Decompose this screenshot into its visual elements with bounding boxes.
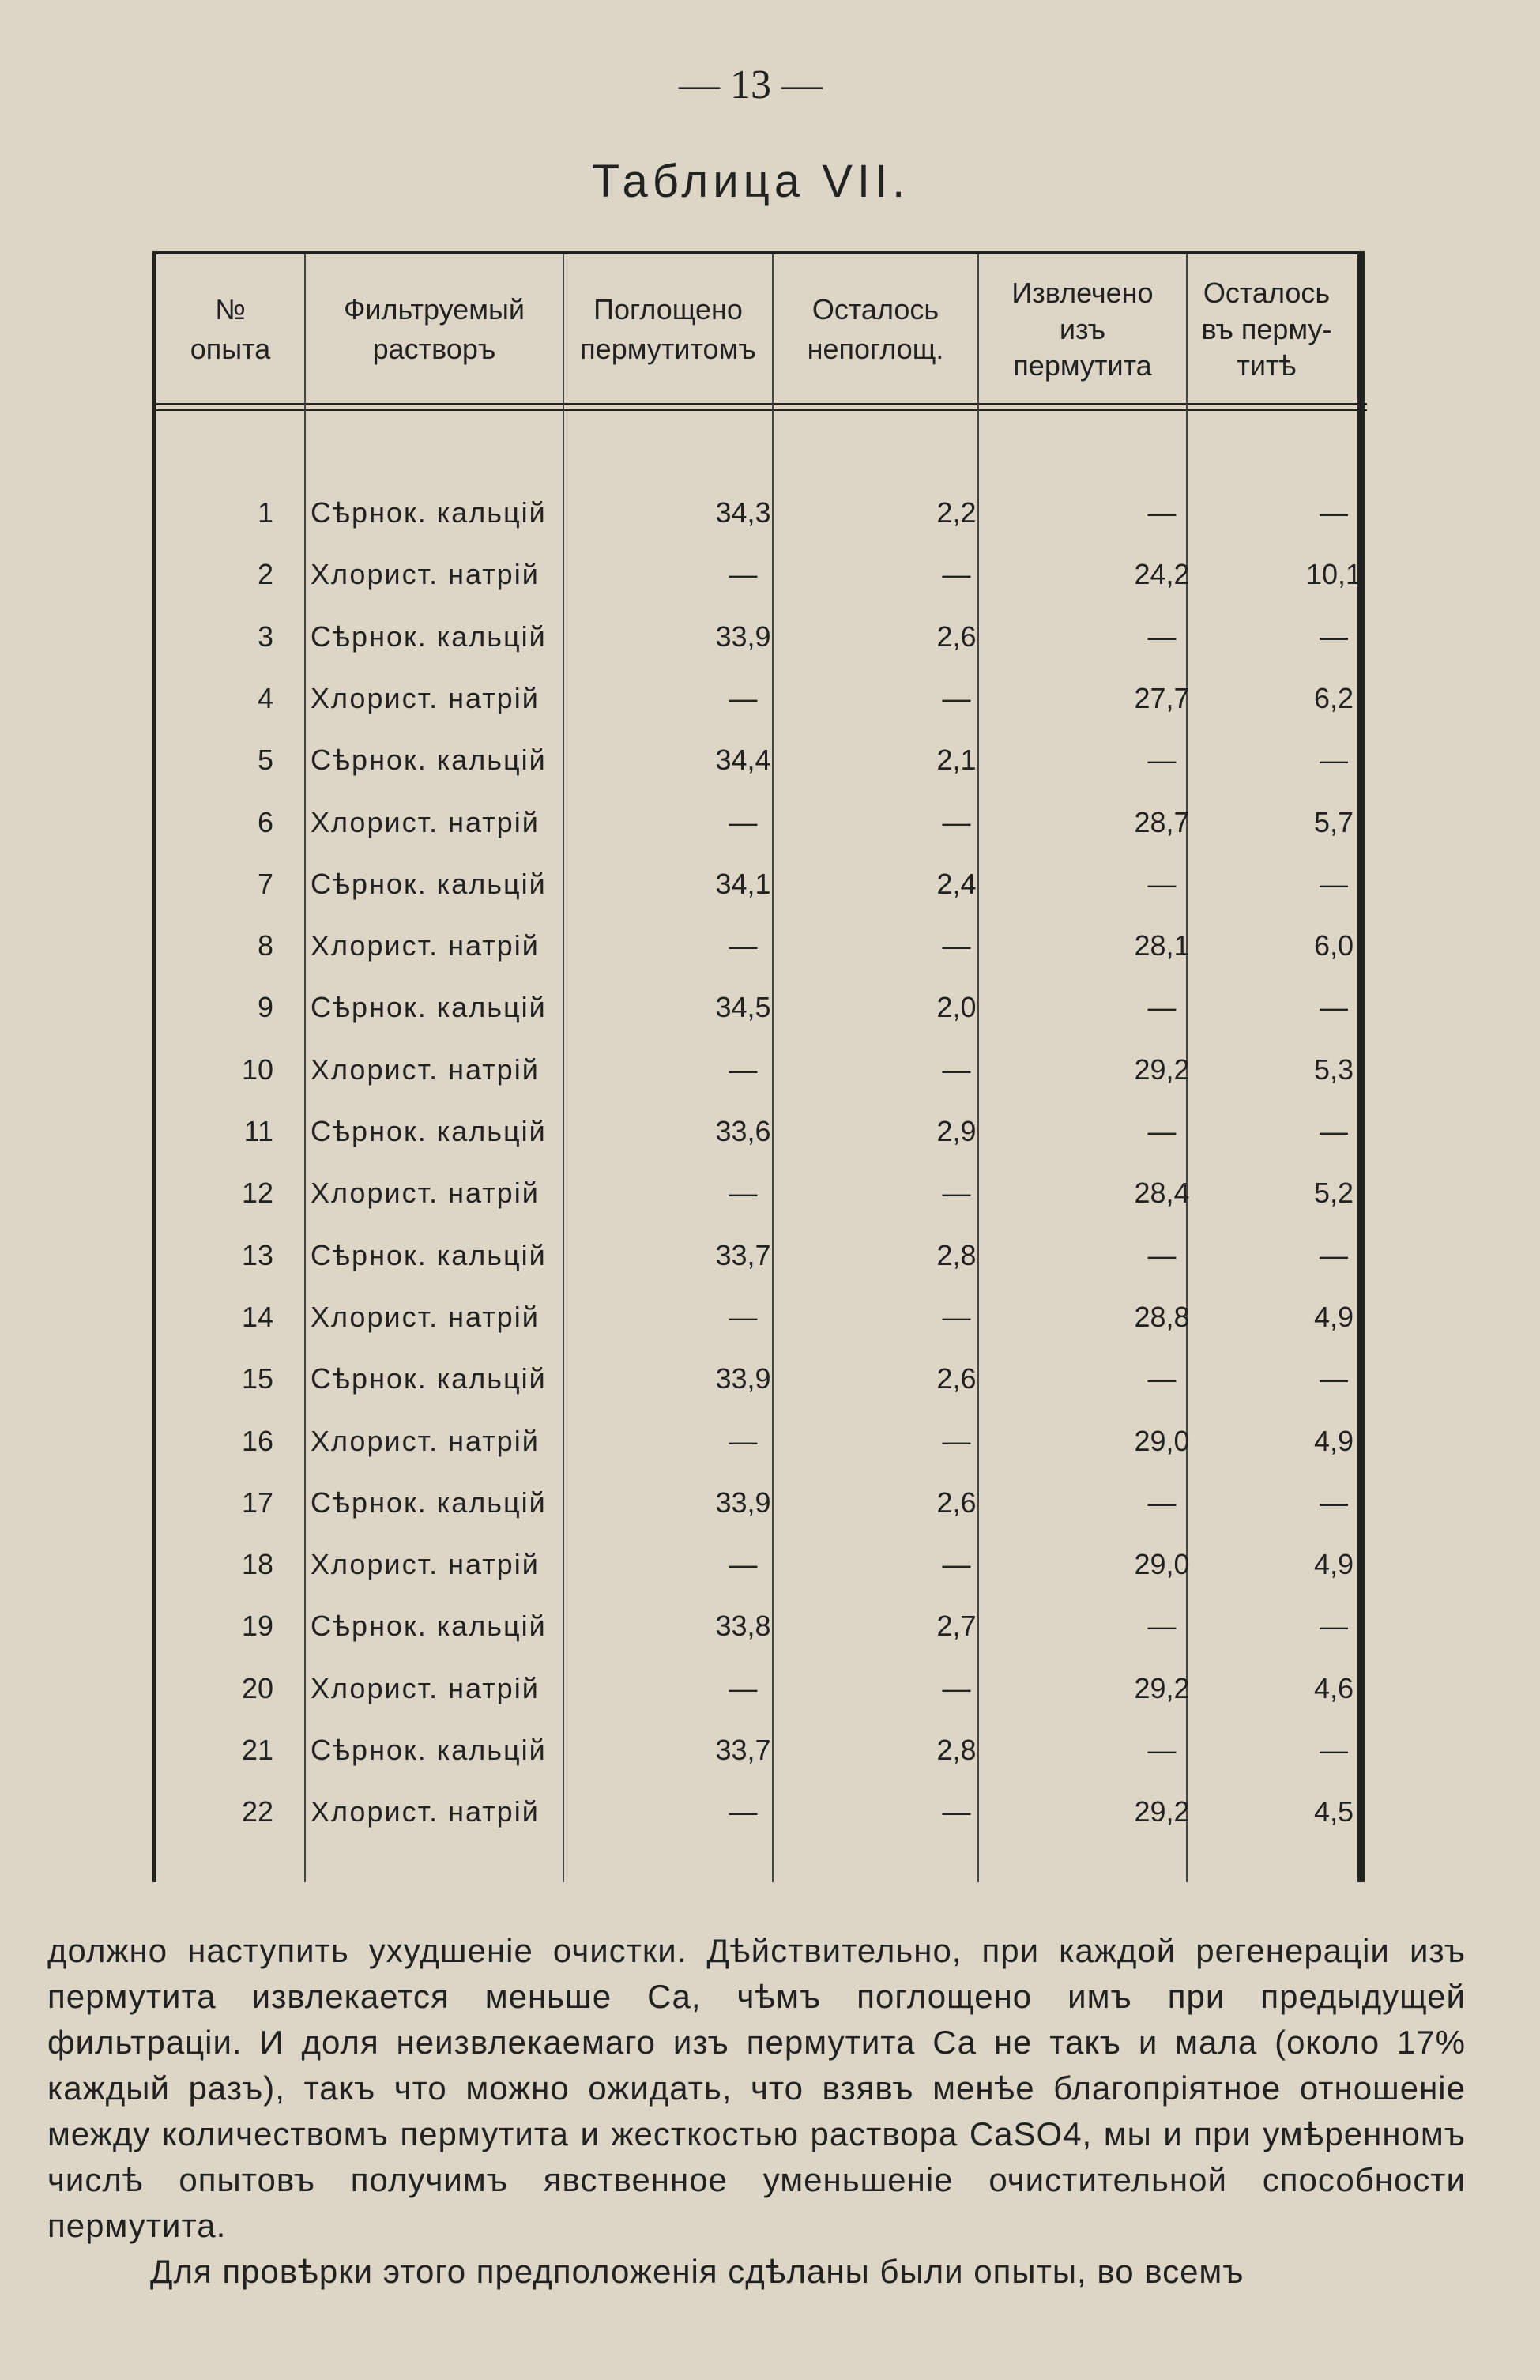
- cell-extracted: —: [1147, 619, 1177, 653]
- cell-left-in-permutit: 4,9: [1313, 1548, 1354, 1581]
- cell-absorbed: —: [729, 805, 758, 838]
- table-row: [156, 1348, 1357, 1410]
- table-row: [156, 1162, 1357, 1224]
- cell-extracted: 29,2: [1134, 1053, 1190, 1086]
- cell-remaining: 2,6: [936, 1362, 977, 1395]
- cell-absorbed: 33,9: [715, 1362, 771, 1395]
- table-row: [156, 1781, 1357, 1843]
- cell-absorbed: 34,1: [715, 867, 771, 900]
- cell-number: 5: [257, 744, 273, 777]
- header-separator: [152, 403, 1367, 405]
- cell-number: 18: [241, 1548, 273, 1581]
- cell-left-in-permutit: 4,6: [1313, 1671, 1354, 1704]
- cell-remaining: —: [942, 1300, 971, 1333]
- cell-number: 17: [241, 1486, 273, 1519]
- table-row: [156, 544, 1362, 605]
- cell-remaining: 2,8: [936, 1238, 977, 1271]
- cell-number: 16: [241, 1424, 273, 1457]
- cell-extracted: —: [1147, 744, 1177, 777]
- cell-absorbed: —: [729, 1795, 758, 1828]
- cell-left-in-permutit: —: [1320, 867, 1348, 900]
- header-cell-left-in-permutit: [1188, 262, 1346, 397]
- cell-absorbed: 33,9: [715, 619, 771, 653]
- table-row: [156, 1039, 1357, 1101]
- cell-left-in-permutit: —: [1320, 1362, 1348, 1395]
- header-line: Поглощено: [593, 293, 743, 326]
- cell-number: 8: [257, 929, 273, 962]
- cell-extracted: —: [1147, 1238, 1177, 1271]
- cell-solution: Сѣрнок. кальцій: [311, 867, 547, 900]
- cell-left-in-permutit: —: [1320, 1238, 1348, 1271]
- cell-remaining: —: [942, 1177, 971, 1210]
- cell-remaining: 2,6: [936, 619, 977, 653]
- cell-solution: Сѣрнок. кальцій: [311, 1115, 547, 1147]
- cell-remaining: —: [942, 1424, 971, 1457]
- cell-left-in-permutit: 4,5: [1313, 1795, 1354, 1828]
- table-row: [156, 606, 1357, 668]
- cell-absorbed: 34,3: [715, 496, 771, 529]
- cell-left-in-permutit: 6,0: [1313, 929, 1354, 962]
- cell-absorbed: —: [729, 1671, 758, 1704]
- cell-solution: Хлорист. натрій: [311, 1177, 540, 1210]
- cell-number: 12: [241, 1177, 273, 1210]
- cell-left-in-permutit: —: [1320, 991, 1348, 1024]
- table-title: Таблица VII.: [591, 156, 910, 207]
- cell-absorbed: 33,7: [715, 1734, 771, 1766]
- cell-solution: Сѣрнок. кальцій: [311, 619, 547, 653]
- cell-solution: Хлорист. натрій: [311, 1053, 540, 1086]
- cell-number: 15: [241, 1362, 273, 1395]
- cell-number: 4: [257, 681, 273, 714]
- cell-left-in-permutit: —: [1320, 1486, 1348, 1519]
- header-line: Осталось: [811, 293, 939, 326]
- table-row: [156, 1101, 1357, 1162]
- cell-solution: Хлорист. натрій: [311, 558, 540, 591]
- page-number: — 13 —: [679, 62, 823, 107]
- cell-remaining: 2,6: [936, 1486, 977, 1519]
- cell-number: 9: [257, 991, 273, 1024]
- cell-absorbed: —: [729, 1053, 758, 1086]
- table-row: [156, 1225, 1357, 1286]
- cell-solution: Сѣрнок. кальцій: [311, 1362, 547, 1395]
- cell-extracted: —: [1147, 1362, 1177, 1395]
- header-line: Осталось: [1203, 277, 1331, 309]
- cell-solution: Сѣрнок. кальцій: [311, 744, 547, 777]
- cell-absorbed: —: [729, 1177, 758, 1210]
- cell-number: 7: [257, 867, 273, 900]
- cell-remaining: 2,1: [936, 744, 977, 777]
- cell-extracted: 28,8: [1134, 1300, 1190, 1333]
- cell-extracted: 28,4: [1134, 1177, 1190, 1210]
- cell-left-in-permutit: 5,3: [1313, 1053, 1354, 1086]
- cell-remaining: —: [942, 1795, 971, 1828]
- cell-remaining: 2,0: [936, 991, 977, 1024]
- cell-extracted: —: [1147, 1486, 1177, 1519]
- cell-left-in-permutit: —: [1320, 496, 1348, 529]
- cell-left-in-permutit: —: [1320, 744, 1348, 777]
- cell-absorbed: 33,9: [715, 1486, 771, 1519]
- cell-solution: Хлорист. натрій: [311, 1795, 540, 1828]
- table-row: [156, 1286, 1357, 1348]
- cell-extracted: —: [1147, 1610, 1177, 1643]
- cell-left-in-permutit: —: [1320, 1734, 1348, 1766]
- cell-extracted: —: [1147, 1734, 1177, 1766]
- cell-remaining: —: [942, 681, 971, 714]
- cell-number: 13: [241, 1238, 273, 1271]
- cell-number: 11: [243, 1115, 273, 1147]
- cell-remaining: 2,9: [936, 1115, 977, 1147]
- cell-solution: Сѣрнок. кальцій: [311, 496, 547, 529]
- cell-extracted: 27,7: [1134, 681, 1190, 714]
- cell-remaining: 2,2: [936, 496, 977, 529]
- cell-left-in-permutit: 10,1: [1305, 558, 1362, 591]
- cell-remaining: 2,7: [936, 1610, 977, 1643]
- cell-absorbed: —: [729, 1300, 758, 1333]
- cell-solution: Хлорист. натрій: [311, 1300, 540, 1333]
- cell-solution: Хлорист. натрій: [311, 1424, 540, 1457]
- header-line: въ перму-: [1201, 313, 1332, 345]
- cell-remaining: 2,8: [936, 1734, 977, 1766]
- cell-extracted: 29,0: [1134, 1424, 1190, 1457]
- cell-solution: Хлорист. натрій: [311, 1671, 540, 1704]
- cell-absorbed: 34,4: [715, 744, 771, 777]
- cell-absorbed: —: [729, 558, 758, 591]
- cell-extracted: —: [1147, 867, 1177, 900]
- header-line: титѣ: [1237, 349, 1297, 382]
- table-row: [156, 668, 1357, 729]
- cell-number: 3: [257, 619, 273, 653]
- cell-left-in-permutit: 4,9: [1313, 1424, 1354, 1457]
- table-row: [156, 915, 1357, 977]
- header-line: непоглощ.: [807, 333, 944, 365]
- cell-absorbed: 33,6: [715, 1115, 771, 1147]
- header-line: Извлечено: [1011, 277, 1154, 309]
- cell-extracted: 29,2: [1134, 1795, 1190, 1828]
- table-row: [156, 1472, 1357, 1534]
- cell-left-in-permutit: 5,2: [1313, 1177, 1354, 1210]
- cell-solution: Хлорист. натрій: [311, 681, 540, 714]
- cell-solution: Сѣрнок. кальцій: [311, 1486, 547, 1519]
- cell-number: 22: [241, 1795, 273, 1828]
- cell-solution: Сѣрнок. кальцій: [311, 1734, 547, 1766]
- table-row: [156, 1658, 1357, 1719]
- table-row: [156, 729, 1357, 791]
- header-line: пермутита: [1013, 349, 1152, 382]
- cell-number: 21: [241, 1734, 273, 1766]
- cell-solution: Хлорист. натрій: [311, 805, 540, 838]
- cell-number: 1: [257, 496, 273, 529]
- header-cell-remaining: [774, 262, 977, 397]
- table-row: [156, 977, 1357, 1038]
- cell-absorbed: —: [729, 1548, 758, 1581]
- cell-extracted: —: [1147, 991, 1177, 1024]
- cell-solution: Сѣрнок. кальцій: [311, 1610, 547, 1643]
- table-row: [156, 853, 1357, 915]
- cell-extracted: 28,1: [1134, 929, 1190, 962]
- cell-remaining: —: [942, 1671, 971, 1704]
- cell-left-in-permutit: 6,2: [1313, 681, 1354, 714]
- cell-left-in-permutit: —: [1320, 619, 1348, 653]
- cell-solution: Сѣрнок. кальцій: [311, 991, 547, 1024]
- header-line: опыта: [190, 333, 271, 365]
- cell-extracted: 24,2: [1134, 558, 1190, 591]
- cell-remaining: —: [942, 929, 971, 962]
- cell-extracted: 29,2: [1134, 1671, 1190, 1704]
- cell-extracted: —: [1147, 496, 1177, 529]
- cell-absorbed: —: [729, 681, 758, 714]
- cell-remaining: —: [942, 805, 971, 838]
- header-line: №: [215, 293, 246, 326]
- cell-left-in-permutit: —: [1320, 1610, 1348, 1643]
- paragraph: должно наступить ухудшеніе очистки. Дѣйствительно, при каждой регенераціи изъ пермутита извлекается меньше Ca, чѣмъ поглощено имъ при предыдущей фильтраціи. И доля неизвлекаемаго изъ пермутита Ca не такъ и мала (около 17% каждый разъ), такъ что можно ожидать, что взявъ менѣе благопріятное отношеніе между количествомъ пермутита и жесткостью раствора CaSO4, мы и при умѣренномъ числѣ опытовъ получимъ явственное уменьшеніе очистительной способности пермутита.: [47, 1932, 1466, 2244]
- cell-number: 20: [241, 1671, 273, 1704]
- paragraph: Для провѣрки этого предположенія сдѣланы были опыты, во всемъ: [150, 2253, 1244, 2290]
- cell-extracted: 28,7: [1134, 805, 1190, 838]
- cell-extracted: —: [1147, 1115, 1177, 1147]
- header-line: изъ: [1059, 313, 1106, 345]
- cell-remaining: 2,4: [936, 867, 977, 900]
- header-cell-extracted: [979, 262, 1186, 397]
- cell-absorbed: 33,7: [715, 1238, 771, 1271]
- header-cell-absorbed: [564, 262, 772, 397]
- header-cell-number: [156, 262, 304, 397]
- cell-left-in-permutit: 4,9: [1313, 1300, 1354, 1333]
- cell-solution: Сѣрнок. кальцій: [311, 1238, 547, 1271]
- header-line: растворъ: [372, 333, 496, 365]
- table-row: [156, 1595, 1357, 1657]
- table-row: [156, 1534, 1357, 1595]
- cell-absorbed: —: [729, 1424, 758, 1457]
- cell-solution: Хлорист. натрій: [311, 1548, 540, 1581]
- cell-number: 19: [241, 1610, 273, 1643]
- header-separator-double: [152, 409, 1367, 411]
- table-row: [156, 1410, 1357, 1472]
- cell-number: 10: [241, 1053, 273, 1086]
- table-row: [156, 792, 1357, 853]
- cell-left-in-permutit: 5,7: [1313, 805, 1354, 838]
- header-cell-solution: [306, 262, 563, 397]
- cell-absorbed: —: [729, 929, 758, 962]
- cell-absorbed: 33,8: [715, 1610, 771, 1643]
- cell-number: 2: [257, 558, 273, 591]
- table-row: [156, 482, 1357, 544]
- cell-remaining: —: [942, 1053, 971, 1086]
- cell-number: 6: [257, 805, 273, 838]
- cell-left-in-permutit: —: [1320, 1115, 1348, 1147]
- cell-absorbed: 34,5: [715, 991, 771, 1024]
- cell-solution: Хлорист. натрій: [311, 929, 540, 962]
- header-line: пермутитомъ: [580, 333, 756, 365]
- cell-number: 14: [241, 1300, 273, 1333]
- header-line: Фильтруемый: [344, 293, 525, 326]
- cell-extracted: 29,0: [1134, 1548, 1190, 1581]
- cell-remaining: —: [942, 1548, 971, 1581]
- table-row: [156, 1719, 1357, 1781]
- body-text: [47, 1928, 1466, 2295]
- cell-remaining: —: [942, 558, 971, 591]
